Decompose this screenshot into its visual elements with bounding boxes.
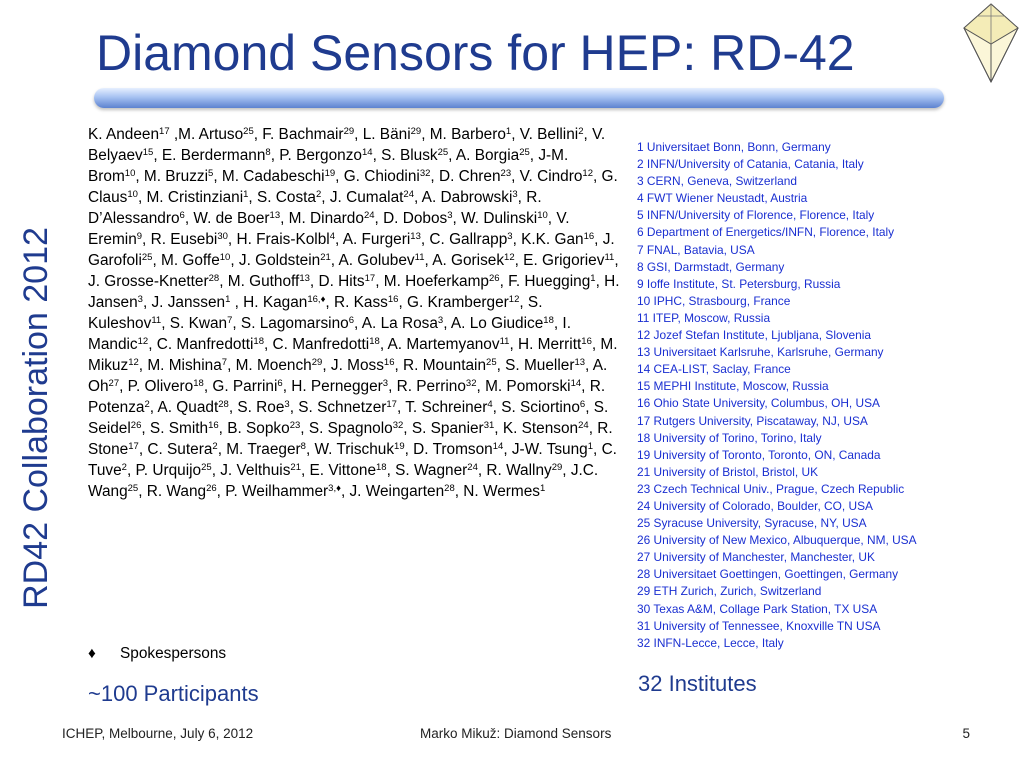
affiliation-sup: 13 [410, 230, 421, 242]
affiliation-sup: 12 [582, 167, 593, 179]
member-name-text: Manfredotti [292, 336, 370, 353]
institute-item: 8 GSI, Darmstadt, Germany [637, 259, 785, 274]
member-name-text: , C. Tuve [88, 441, 617, 479]
institute-item: 1 Universitaet Bonn, Bonn, Germany [637, 140, 831, 154]
member-name-text: , S. [289, 399, 313, 416]
affiliation-sup: 9 [136, 230, 143, 242]
spokesperson-bullet: ♦ [88, 645, 96, 662]
affiliation-sup: 32 [419, 167, 431, 179]
institute-item: 24 University of Colorado, Boulder, CO, USA [637, 498, 873, 513]
affiliation-sup: 2 [212, 440, 218, 452]
affiliation-sup: 10 [219, 251, 231, 263]
affiliation-sup: 3 [137, 293, 143, 305]
member-name-text: , A. [354, 315, 377, 332]
affiliation-sup: 17 [386, 398, 397, 410]
affiliation-sup: 25 [127, 482, 139, 494]
affiliation-sup: 17 [364, 272, 376, 284]
member-name-text: , P. [270, 147, 292, 164]
affiliation-sup: 10 [124, 167, 136, 179]
affiliation-sup: 13 [574, 356, 586, 368]
member-name-text: , M. Goffe [152, 252, 220, 269]
institute-item: 28 Universitaet Goettingen, Goettingen, Germany [637, 567, 899, 582]
member-name-text: , V. Cindro [511, 168, 583, 185]
institute-item: 15 MEPHI Institute, Moscow, Russia [637, 379, 829, 394]
institute-item: 29 ETH Zurich, Zurich, Switzerland [637, 584, 822, 599]
affiliation-sup: 30 [217, 230, 228, 242]
affiliation-sup: 3 [447, 209, 453, 221]
title-underline-bar [94, 88, 944, 108]
member-name-text: R. Stone [88, 420, 613, 458]
member-name-text: , R. Wang [138, 483, 207, 500]
affiliation-sup: 18 [369, 335, 380, 347]
member-name-text: , S. Roe [228, 399, 285, 416]
vertical-title: RD42 Collaboration 2012 [16, 227, 55, 609]
member-name-text: , H. Jansen [88, 273, 620, 311]
affiliation-sup: 18 [253, 335, 264, 347]
institute-item: 5 INFN/University of Florence, Florence, Italy [637, 208, 875, 223]
member-name-text: , M. Traeger [217, 441, 301, 458]
member-name-text: , E. Berdermann [153, 147, 266, 164]
affiliation-sup: 8 [265, 146, 271, 158]
institute-item: 14 CEA-LIST, Saclay, France [637, 362, 791, 377]
affiliation-sup: 29 [343, 125, 355, 137]
member-name-text: , G. Parrini [203, 378, 278, 395]
affiliation-sup: 24 [578, 419, 589, 431]
institute-item: 30 Texas A&M, Collage Park Station, TX USA [637, 601, 878, 616]
members-list [88, 124, 624, 634]
affiliation-sup: 25 [243, 125, 254, 137]
member-name-text: , P. Olivero [119, 378, 194, 395]
member-name-text: , [588, 420, 593, 437]
institute-item: 18 University of Torino, Torino, Italy [637, 430, 822, 445]
member-name-text: Schnetzer [317, 399, 387, 416]
affiliation-sup: 4 [329, 230, 335, 242]
affiliation-sup: 32 [392, 419, 404, 431]
member-name-text: , [230, 252, 235, 269]
member-name-text: Dabrowski [440, 189, 513, 206]
affiliation-sup: 21 [320, 251, 331, 263]
member-name-text: , S. Kuleshov [88, 294, 543, 332]
affiliation-sup: 5 [208, 167, 214, 179]
member-name-text: , C. [264, 336, 288, 353]
affiliation-sup: 18 [543, 314, 554, 326]
member-name-text: , L. Bäni [354, 126, 411, 143]
member-name-text: , H. Merritt [509, 336, 582, 353]
member-name-text: , M. Guthoff [219, 273, 300, 290]
slide-title: Diamond Sensors for HEP: RD-42 [96, 25, 855, 81]
member-name-text: , E. Grigoriev [514, 252, 605, 269]
affiliation-sup: 6 [277, 377, 283, 389]
member-name-text: , R. Eusebi [142, 231, 218, 248]
member-name-text: E. Vittone [309, 462, 377, 479]
institutes-list [637, 139, 1007, 654]
member-name-text: , W. de Boer [184, 210, 270, 227]
member-name-text: , R. Kass [325, 294, 388, 311]
member-name-text: , C. Manfredotti [148, 336, 254, 353]
member-name-text: Dobos [402, 210, 448, 227]
institute-item: 21 University of Bristol, Bristol, UK [637, 464, 819, 479]
affiliation-sup: 16 [383, 356, 395, 368]
member-name-text: , R. Mountain [394, 357, 487, 374]
institute-item: 32 INFN-Lecce, Lecce, Italy [637, 635, 784, 650]
institute-item: 25 Syracuse University, Syracuse, NY, USA [637, 516, 867, 531]
member-name-text: , A. Martemyanov [379, 336, 500, 353]
member-name-text: , M. Mikuz [88, 336, 618, 374]
member-name-text: , D. [404, 441, 429, 458]
affiliation-sup: 29 [410, 125, 422, 137]
affiliation-sup: 17 [128, 440, 139, 452]
member-name-text: ,M. Artuso [169, 126, 244, 143]
member-name-text: , M. Bruzzi [135, 168, 209, 185]
member-name-text: A. Oh [88, 357, 608, 395]
member-name-text: , S. Mueller [496, 357, 575, 374]
affiliation-sup: 11 [151, 314, 162, 326]
institute-item: 26 University of New Mexico, Albuquerque, NM, USA [637, 533, 917, 548]
affiliation-sup: 1 [587, 440, 594, 452]
member-name-text: , M. Dinardo [280, 210, 364, 227]
member-name-text: , A. Lo Giudice [443, 315, 544, 332]
member-name-text: , J. Janssen [142, 294, 226, 311]
spokespersons-label: Spokespersons [120, 645, 227, 662]
member-name-text: , M. Hoeferkamp [375, 273, 489, 290]
member-name-text: P. Weilhammer [225, 483, 329, 500]
affiliation-sup: 12 [128, 356, 139, 368]
member-name-text: , M. [421, 126, 447, 143]
member-name-text: La Rosa [380, 315, 438, 332]
member-name-text: , [398, 294, 403, 311]
member-name-text: , R. D’Alessandro [88, 189, 542, 227]
affiliation-sup: 16 [583, 230, 595, 242]
member-name-text: , A. Gorisek [424, 252, 505, 269]
member-name-text: , V. Belyaev [88, 126, 606, 164]
affiliation-sup: 28 [218, 398, 229, 410]
affiliation-sup: 26 [206, 482, 217, 494]
member-name-text: , S. Costa [248, 189, 316, 206]
affiliation-sup: 11 [499, 335, 510, 347]
affiliation-sup: 3 [284, 398, 290, 410]
affiliation-sup: 19 [394, 440, 405, 452]
affiliation-sup: 2 [578, 125, 584, 137]
affiliation-sup: 2 [144, 398, 150, 410]
member-name-text: , W. Trischuk [305, 441, 395, 458]
member-name-text: , M. [138, 357, 165, 374]
member-name-text: , R. Perrino [388, 378, 466, 395]
affiliation-sup: 11 [414, 251, 425, 263]
affiliation-sup: 29 [311, 356, 323, 368]
member-name-text: F. Huegging [508, 273, 591, 290]
affiliation-sup: 32 [465, 377, 477, 389]
member-name-text: Barbero [451, 126, 506, 143]
member-name-text: , D. Hits [309, 273, 365, 290]
spokespersons-note [88, 643, 288, 665]
member-name-text: , K.K. Gan [512, 231, 584, 248]
member-name-text: , B. Sopko [218, 420, 290, 437]
affiliation-sup: 10 [537, 209, 548, 221]
footer-event: ICHEP, Melbourne, July 6, 2012 [62, 726, 254, 741]
member-name-text: , S. Sciortino [492, 399, 580, 416]
affiliation-sup: 3 [437, 314, 444, 326]
institute-item: 7 FNAL, Batavia, USA [637, 242, 755, 257]
member-name-text: , [585, 357, 590, 374]
member-name-text: , J. Moss [322, 357, 384, 374]
affiliation-sup: 25 [141, 251, 153, 263]
affiliation-sup: 23 [289, 419, 301, 431]
member-name-text: , R. Wallny [477, 462, 552, 479]
institute-item: 23 Czech Technical Univ., Prague, Czech Republic [637, 481, 905, 496]
diamond-crystal-icon [958, 0, 1024, 86]
member-name-text: A. Furgeri [342, 231, 411, 248]
affiliation-sup: 13 [299, 272, 310, 284]
member-name-text: , R. Potenza [88, 378, 606, 416]
affiliation-sup: 3 [382, 377, 389, 389]
affiliation-sup: 23 [500, 167, 512, 179]
member-name-text: , S. Lagomarsino [232, 315, 349, 332]
member-name-text: Claus [88, 189, 128, 206]
institute-item: 12 Jozef Stefan Institute, Ljubljana, Slovenia [637, 328, 872, 343]
member-name-text: , S. Spagnolo [300, 420, 393, 437]
affiliation-sup: 16 [581, 335, 592, 347]
affiliation-sup: 16,♦ [307, 293, 326, 305]
member-name-text: , P. Urquijo [126, 462, 202, 479]
affiliation-sup: 28 [444, 482, 455, 494]
member-name-text: , A. Quadt [149, 399, 219, 416]
affiliation-sup: 21 [290, 461, 301, 473]
affiliation-sup: 12 [508, 293, 520, 305]
institute-item: 2 INFN/University of Catania, Catania, Italy [637, 157, 864, 172]
member-name-text: , J. [88, 252, 619, 290]
affiliation-sup: 13 [269, 209, 281, 221]
institute-item: 3 CERN, Geneva, Switzerland [637, 174, 797, 189]
page-number: 5 [962, 726, 970, 741]
affiliation-sup: 19 [324, 167, 336, 179]
member-name-text: , J. Cumalat [321, 189, 404, 206]
affiliation-sup: 2 [316, 188, 322, 200]
affiliation-sup: 15 [142, 146, 154, 158]
member-name-text: , I. Mandic [88, 315, 571, 353]
member-name-text: , [476, 378, 481, 395]
institute-item: 4 FWT Wiener Neustadt, Austria [637, 191, 808, 206]
member-name-text: , [334, 231, 340, 248]
affiliation-sup: 12 [504, 251, 515, 263]
member-name-text: M. Pomorski [485, 378, 571, 395]
affiliation-sup: 10 [127, 188, 138, 200]
affiliation-sup: 7 [221, 356, 228, 368]
affiliation-sup: 29 [551, 461, 563, 473]
member-name-text: , J-W. Tsung [503, 441, 588, 458]
affiliation-sup: 31 [483, 419, 495, 431]
member-name-text: , S. Wagner [386, 462, 468, 479]
affiliation-sup: 18 [193, 377, 204, 389]
member-name-text: , A. Golubev [330, 252, 415, 269]
affiliation-sup: 27 [108, 377, 120, 389]
member-name-text: , G. Chiodini [335, 168, 420, 185]
affiliation-sup: 2 [121, 461, 127, 473]
member-name-text: , M. Moench [227, 357, 312, 374]
institute-item: 11 ITEP, Moscow, Russia [637, 310, 771, 325]
member-name-text: , M. Cristinziani [137, 189, 244, 206]
member-name-text: , A. [413, 189, 437, 206]
participants-count: ~100 Participants [88, 681, 259, 706]
member-name-text: , J.C. Wang [88, 462, 599, 500]
affiliation-sup: 24 [467, 461, 478, 473]
affiliation-sup: 6 [579, 398, 586, 410]
affiliation-sup: 6 [348, 314, 355, 326]
member-name-text: , C. Sutera [138, 441, 213, 458]
affiliation-sup: 7 [227, 314, 233, 326]
member-name-text: , J. Weingarten [340, 483, 445, 500]
member-name-text: Smith [168, 420, 209, 437]
affiliation-sup: 1 [225, 293, 231, 305]
affiliation-sup: 3 [507, 230, 513, 242]
member-name-text: , [216, 483, 221, 500]
member-name-text: G. Kramberger [407, 294, 509, 311]
affiliation-sup: 6 [179, 209, 185, 221]
member-name-text: , F. Bachmair [253, 126, 344, 143]
member-name-text: Bergonzo [296, 147, 362, 164]
affiliation-sup: 25 [486, 356, 497, 368]
affiliation-sup: 4 [487, 398, 493, 410]
affiliation-sup: 25 [437, 146, 449, 158]
member-name-text: , V. Bellini [511, 126, 579, 143]
institute-item: 10 IPHC, Strasbourg, France [637, 293, 791, 308]
member-name-text: , S. [141, 420, 165, 437]
member-name-text: , H. Kagan [230, 294, 308, 311]
member-name-text: , S. Blusk [372, 147, 438, 164]
affiliation-sup: 1 [539, 482, 546, 494]
member-name-text: , [213, 168, 218, 185]
affiliation-sup: 1 [243, 188, 249, 200]
member-name-text: , H. Frais-Kolbl [227, 231, 330, 248]
affiliation-sup: 17 [159, 125, 170, 137]
member-name-text: K. Andeen [88, 126, 160, 143]
institute-item: 6 Department of Energetics/INFN, Florence, Italy [637, 225, 895, 240]
affiliation-sup: 26 [130, 419, 142, 431]
member-name-text: , V. Eremin [88, 210, 570, 248]
affiliation-sup: 26 [488, 272, 500, 284]
institute-item: 27 University of Manchester, Manchester, UK [637, 550, 875, 565]
member-name-text: Grosse-Knetter [104, 273, 209, 290]
affiliation-sup: 24 [363, 209, 375, 221]
affiliation-sup: 24 [403, 188, 414, 200]
member-name-text: , J-M. Brom [88, 147, 569, 185]
member-name-text: Tromson [432, 441, 493, 458]
institute-item: 19 University of Toronto, Toronto, ON, Canada [637, 447, 881, 462]
institute-item: 13 Universitaet Karlsruhe, Karlsruhe, Germany [637, 345, 884, 360]
affiliation-sup: 12 [137, 335, 149, 347]
member-name-text: , [499, 273, 504, 290]
affiliation-sup: 25 [519, 146, 530, 158]
affiliation-sup: 14 [570, 377, 582, 389]
member-name-text: , N. Wermes [454, 483, 540, 500]
member-name-text: , D. Chren [430, 168, 501, 185]
institute-item: 9 Ioffe Institute, St. Petersburg, Russia [637, 276, 841, 291]
affiliation-sup: 1 [505, 125, 512, 137]
affiliation-sup: 3,♦ [328, 482, 341, 494]
vertical-title-box [3, 184, 69, 652]
affiliation-sup: 28 [208, 272, 220, 284]
member-name-text: , J. Garofoli [88, 231, 615, 269]
affiliation-sup: 1 [590, 272, 596, 284]
member-name-text: , S. Spanier [403, 420, 484, 437]
member-name-text: , [300, 462, 306, 479]
institute-item: 31 University of Tennessee, Knoxville TN USA [637, 618, 881, 633]
affiliation-sup: 25 [201, 461, 212, 473]
member-name-text: J. Goldstein [238, 252, 321, 269]
footer-author: Marko Mikuž: Diamond Sensors [420, 726, 612, 741]
affiliation-sup: 16 [208, 419, 219, 431]
institutes-count: 32 Institutes [638, 671, 757, 696]
member-name-text: , S. Seidel [88, 399, 609, 437]
member-name-text: , K. Stenson [494, 420, 579, 437]
affiliation-sup: 14 [362, 146, 373, 158]
institute-item: 17 Rutgers University, Piscataway, NJ, USA [637, 413, 868, 428]
affiliation-sup: 3 [512, 188, 518, 200]
member-name-text: , J. Velthuis [211, 462, 291, 479]
affiliation-sup: 16 [387, 293, 399, 305]
member-name-text: M. Cadabeschi [221, 168, 325, 185]
member-name-text: , C. Gallrapp [420, 231, 508, 248]
affiliation-sup: 8 [300, 440, 306, 452]
member-name-text: , A. Borgia [448, 147, 520, 164]
member-name-text: , G. [593, 168, 618, 185]
member-name-text: , W. Dulinski [452, 210, 538, 227]
member-name-text: Mishina [168, 357, 222, 374]
member-name-text: , T. Schreiner [396, 399, 488, 416]
affiliation-sup: 18 [376, 461, 387, 473]
member-name-text: , D. [374, 210, 399, 227]
institute-item: 16 Ohio State University, Columbus, OH, USA [637, 396, 880, 411]
affiliation-sup: 11 [604, 251, 615, 263]
affiliation-sup: 14 [492, 440, 504, 452]
member-name-text: , H. Pernegger [282, 378, 383, 395]
member-name-text: , S. Kwan [161, 315, 228, 332]
